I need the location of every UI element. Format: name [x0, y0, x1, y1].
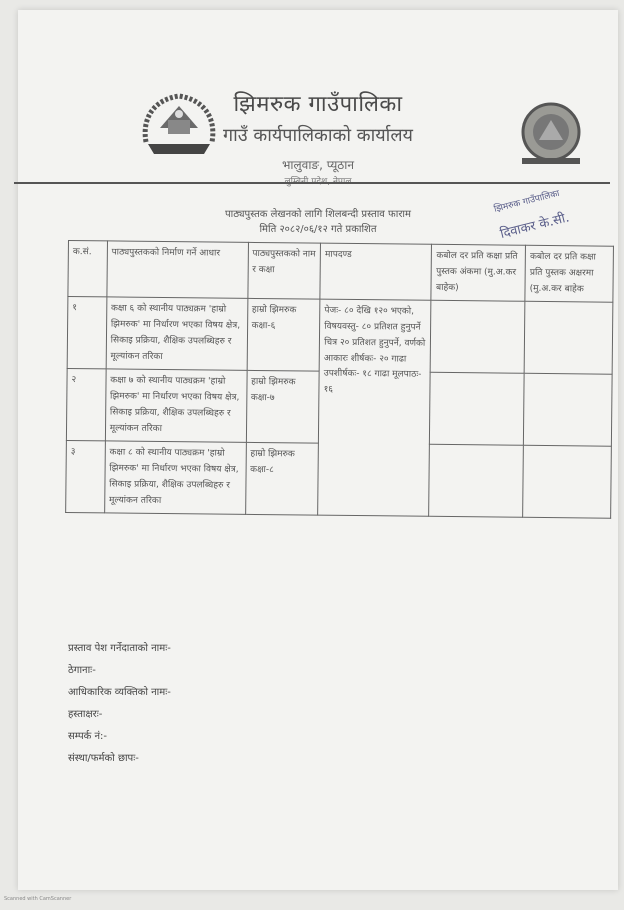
col-header-basis: पाठ्यपुस्तकको निर्माण गर्ने आधार — [107, 241, 248, 299]
scanner-watermark: Scanned with CamScanner — [4, 896, 72, 902]
rate-words-cell[interactable] — [524, 302, 613, 375]
row-sn: २ — [66, 369, 105, 441]
proposal-table — [65, 240, 614, 519]
publish-date: मिति २०८२/०६/१२ गते प्रकाशित — [259, 224, 377, 235]
header-divider — [14, 182, 610, 184]
col-header-rate-figures: कबोल दर प्रति कक्षा प्रति पुस्तक अंकमा (मु.अ.कर बाहेक) — [431, 244, 525, 301]
stamp-text: झिमरुक गाउँपालिका — [493, 188, 561, 215]
row-basis: कक्षा ८ को स्थानीय पाठ्यक्रम 'हाम्रो झिमरुक' मा निर्धारण भएका विषय क्षेत्र, सिकाइ प्रक्रिया, शैक्षिक उपलब्धिहरु र मूल्यांकन तरिका — [104, 441, 246, 514]
row-sn: १ — [67, 297, 106, 369]
rate-words-cell[interactable] — [524, 374, 613, 447]
rate-figures-cell[interactable] — [429, 445, 523, 518]
proposer-name-field: प्रस्ताव पेश गर्नेदाताको नामः- — [68, 643, 171, 654]
rate-figures-cell[interactable] — [431, 301, 525, 374]
office-title: गाउँ कार्यपालिकाको कार्यालय — [223, 125, 413, 146]
row-basis: कक्षा ६ को स्थानीय पाठ्यक्रम 'हाम्रो झिमरुक' मा निर्धारण भएका विषय क्षेत्र, सिकाइ प्रक्रिया, शैक्षिक उपलब्धिहरु र मूल्यांकन तरिका — [106, 297, 248, 370]
signature: दिवाकर के.सी. — [498, 210, 571, 242]
row-book: हाम्रो झिमरुक कक्षा-६ — [247, 299, 320, 372]
firm-seal-field: संस्था/फर्मको छापः- — [68, 753, 139, 764]
row-book: हाम्रो झिमरुक कक्षा-८ — [245, 443, 318, 516]
municipality-title: झिमरुक गाउँपालिका — [233, 92, 403, 117]
row-basis: कक्षा ७ को स्थानीय पाठ्यक्रम 'हाम्रो झिमरुक' मा निर्धारण भएका विषय क्षेत्र, सिकाइ प्रक्रिया, शैक्षिक उपलब्धिहरु र मूल्यांकन तरिका — [105, 369, 247, 442]
document-page — [18, 10, 618, 890]
authorized-person-field: आधिकारिक व्यक्तिको नामः- — [68, 687, 171, 698]
proposer-details — [68, 638, 171, 770]
col-header-rate-words: कबोल दर प्रति कक्षा प्रति पुस्तक अक्षरमा (मु.अ.कर बाहेक — [525, 245, 613, 302]
address-field: ठेगानाः- — [68, 665, 96, 676]
row-sn: ३ — [66, 441, 105, 513]
table-row — [67, 297, 613, 375]
rate-words-cell[interactable] — [523, 446, 612, 519]
rate-figures-cell[interactable] — [430, 373, 524, 446]
col-header-criteria: मापदण्ड — [320, 243, 432, 300]
contact-field: सम्पर्क नं:- — [68, 731, 108, 742]
office-location: भालुवाङ, प्यूठान — [281, 158, 355, 172]
row-book: हाम्रो झिमरुक कक्षा-७ — [246, 371, 319, 444]
table-header-row — [68, 241, 614, 303]
criteria-cell: पेजः- ८० देखि १२० भएको, विषयवस्तु- ८० प्रतिशत हुनुपर्ने चित्र २० प्रतिशत हुनुपर्ने, वर्णको आकारः शीर्षकः- २० गाढा उपशीर्षकः- १८ गाढा मूलपाठः- १६ — [318, 299, 432, 516]
col-header-sn: क.सं. — [68, 241, 107, 298]
col-header-book: पाठ्यपुस्तकको नाम र कक्षा — [247, 242, 320, 299]
form-title: पाठ्यपुस्तक लेखनको लागि शिलबन्दी प्रस्ताव फाराम — [224, 209, 412, 220]
signature-field: हस्ताक्षरः- — [68, 709, 103, 720]
office-province — [18, 174, 618, 187]
